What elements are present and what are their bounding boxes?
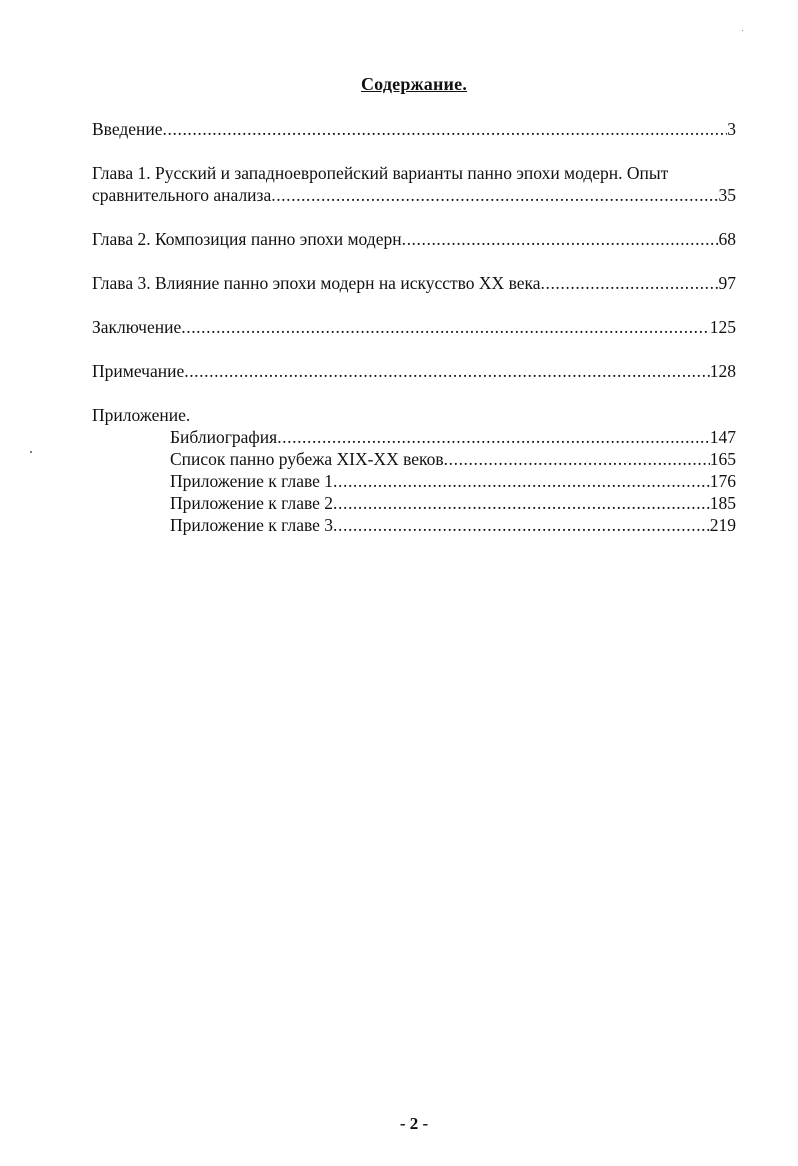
toc-leader-dots xyxy=(333,492,710,514)
toc-entry-page: 165 xyxy=(709,449,736,469)
toc-entry-page: 219 xyxy=(709,515,736,535)
toc-appendix-heading: Приложение. xyxy=(92,405,191,425)
toc-entry-intro[interactable] xyxy=(92,118,736,140)
toc-entry-text: Введение xyxy=(92,119,163,139)
toc-entry-text: Приложение к главе 2 xyxy=(170,493,334,513)
toc-entry-page: 147 xyxy=(709,427,736,447)
toc-entry-bibliography[interactable] xyxy=(92,426,736,448)
toc-entry-text: Заключение xyxy=(92,317,182,337)
toc-leader-dots xyxy=(277,426,710,448)
toc-entry-page: 125 xyxy=(709,317,736,337)
toc-entry-text: Глава 3. Влияние панно эпохи модерн на искусство XX века xyxy=(92,273,541,293)
toc-entry-text: Список панно рубежа XIX-XX веков xyxy=(170,449,444,469)
toc-entry-page: 185 xyxy=(709,493,736,513)
toc-entry-appendix-chapter-1[interactable] xyxy=(92,470,736,492)
toc-entry-text: Приложение к главе 3 xyxy=(170,515,334,535)
toc-leader-dots xyxy=(163,118,728,140)
scan-speck xyxy=(742,30,743,31)
toc-leader-dots xyxy=(541,272,719,294)
toc-entry-page: 128 xyxy=(709,361,736,381)
toc-entry-text: Глава 1. Русский и западноевропейский варианты панно эпохи модерн. Опыт xyxy=(92,163,669,183)
scan-speck xyxy=(30,451,32,453)
toc-entry-panel-list[interactable] xyxy=(92,448,736,470)
toc-leader-dots xyxy=(333,514,710,536)
page-title: Содержание. xyxy=(360,74,468,94)
toc-entry-page: 176 xyxy=(709,471,736,491)
toc-entry-text: Глава 2. Композиция панно эпохи модерн xyxy=(92,229,402,249)
toc-entry-appendix-chapter-2[interactable] xyxy=(92,492,736,514)
toc-entry-chapter-3[interactable] xyxy=(92,272,736,294)
toc-entry-conclusion[interactable] xyxy=(92,316,736,338)
toc-entry-chapter-2[interactable] xyxy=(92,228,736,250)
toc-entry-chapter-1[interactable] xyxy=(92,162,736,206)
toc-entry-appendix-chapter-3[interactable] xyxy=(92,514,736,536)
toc-entry-notes[interactable] xyxy=(92,360,736,382)
toc-entry-page: 35 xyxy=(718,185,736,205)
toc-entry-text: Примечание xyxy=(92,361,185,381)
toc-leader-dots xyxy=(271,184,718,206)
toc-entry-text: Приложение к главе 1 xyxy=(170,471,334,491)
toc-leader-dots xyxy=(444,448,710,470)
table-of-contents xyxy=(92,118,736,536)
page-number: - 2 - xyxy=(399,1114,429,1133)
toc-entry-page: 3 xyxy=(727,119,736,139)
toc-leader-dots xyxy=(181,316,710,338)
toc-leader-dots xyxy=(333,470,710,492)
toc-leader-dots xyxy=(402,228,719,250)
toc-entry-page: 97 xyxy=(718,273,736,293)
toc-entry-page: 68 xyxy=(718,229,736,249)
toc-entry-text: Библиография xyxy=(170,427,278,447)
toc-leader-dots xyxy=(184,360,710,382)
toc-entry-text-continued: сравнительного анализа xyxy=(92,185,272,205)
